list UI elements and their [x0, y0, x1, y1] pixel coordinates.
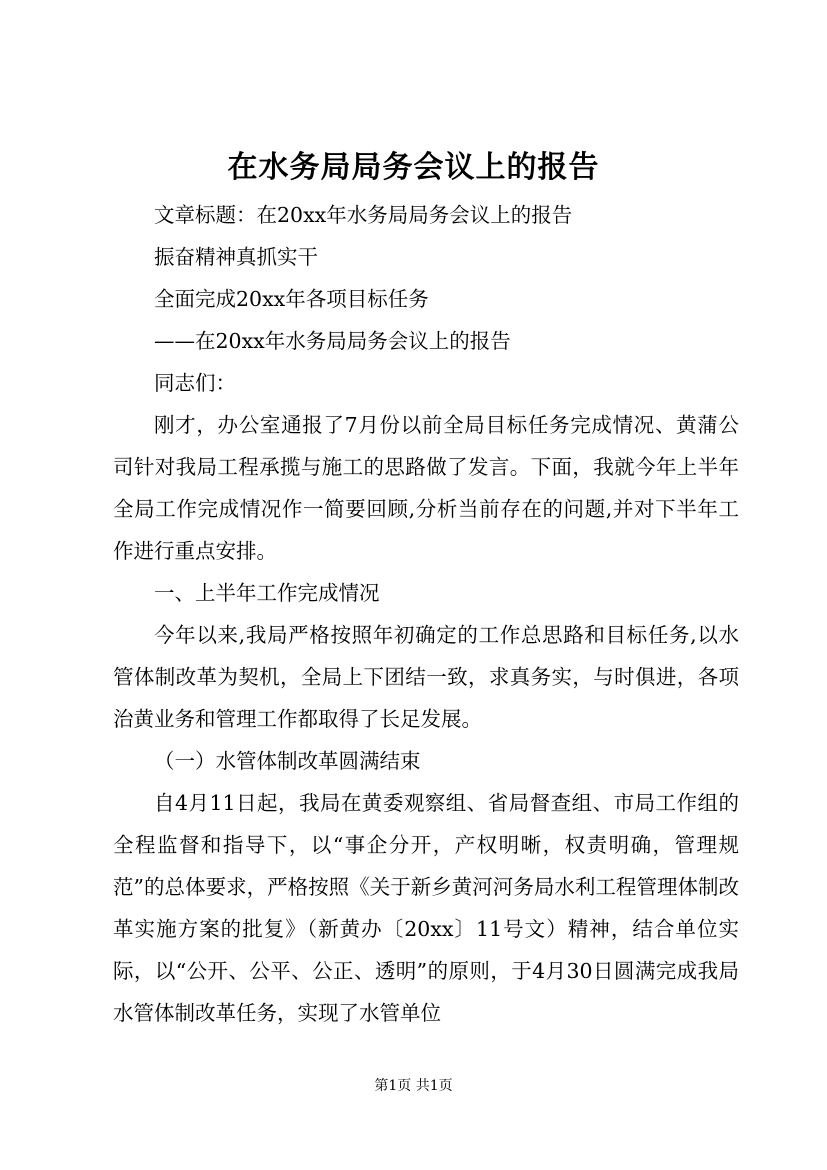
subtitle-line-1: 振奋精神真抓实干 [154, 245, 318, 269]
document-title: 在水务局局务会议上的报告 [227, 150, 600, 185]
article-title-line: 文章标题：在20xx年水务局局务会议上的报告 [154, 203, 573, 227]
section-heading-1: 一、上半年工作完成情况 [154, 581, 380, 605]
paragraph-reform: 自4月11日起，我局在黄委观察组、省局督查组、市局工作组的全程监督和指导下，以“事企分开，产权明晰，权责明确，管理规范”的总体要求，严格按照《关于新乡黄河河务局水利工程管理体制改革实施方案的批复》（新黄办〔20xx〕11号文）精神，结合单位实际，以“公开、公平、公正、透明”的原则，于4月30日圆满完成我局水管体制改革任务，实现了水管单位 [113, 791, 739, 1025]
document-body [113, 194, 739, 1034]
subsection-heading-1: （一）水管体制改革圆满结束 [154, 749, 421, 773]
page-footer: 第1页 共1页 [374, 1078, 453, 1094]
paragraph-overview: 今年以来,我局严格按照年初确定的工作总思路和目标任务,以水管体制改革为契机，全局上下团结一致，求真务实，与时俱进，各项治黄业务和管理工作都取得了长足发展。 [113, 623, 739, 731]
paragraph-intro: 刚才，办公室通报了7月份以前全局目标任务完成情况、黄蒲公司针对我局工程承揽与施工的思路做了发言。下面，我就今年上半年全局工作完成情况作一简要回顾,分析当前存在的问题,并对下半年工作进行重点安排。 [113, 413, 739, 563]
subtitle-line-3: ——在20xx年水务局局务会议上的报告 [154, 329, 511, 353]
salutation: 同志们： [154, 371, 236, 395]
subtitle-line-2: 全面完成20xx年各项目标任务 [154, 287, 429, 311]
